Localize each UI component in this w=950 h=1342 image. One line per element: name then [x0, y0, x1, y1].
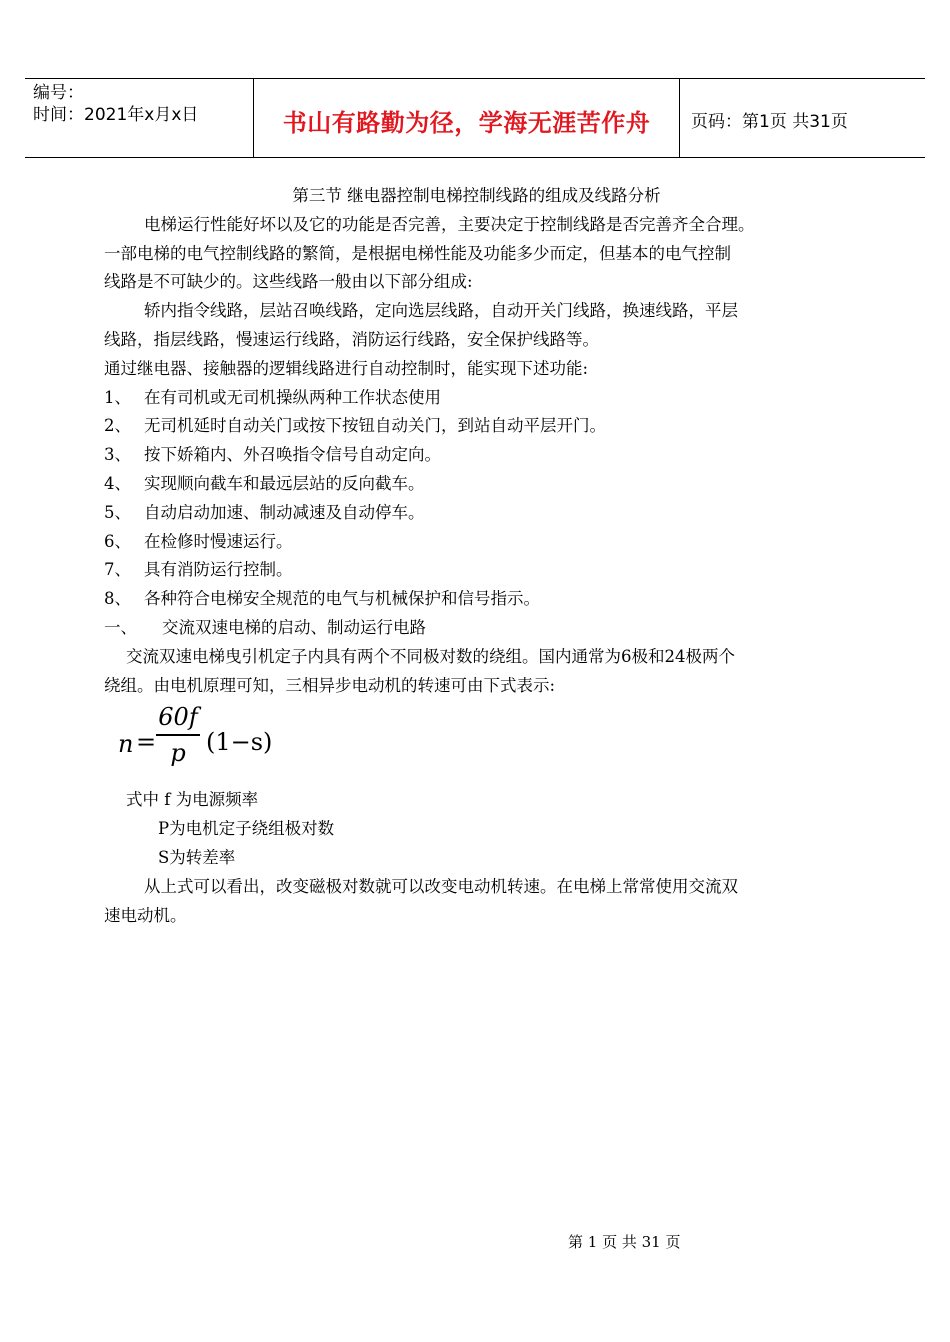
page-info: 页码：第1页 共31页	[691, 112, 848, 132]
definition-line: S为转差率	[158, 847, 236, 867]
function-text: 各种符合电梯安全规范的电气与机械保护和信号指示。	[144, 589, 540, 609]
function-item	[104, 556, 849, 585]
motor-line: 绕组。由电机原理可知，三相异步电动机的转速可由下式表示:	[104, 675, 556, 695]
motor-line: 交流双速电梯曳引机定子内具有两个不同极对数的绕组。国内通常为6极和24极两个	[126, 646, 735, 666]
document-time-label: 时间：2021年x月x日	[33, 105, 199, 125]
formula-denominator: p	[170, 738, 186, 767]
header-center-cell	[253, 79, 680, 157]
function-text: 在有司机或无司机操纵两种工作状态使用	[144, 387, 441, 407]
formula-equals: =	[136, 728, 157, 757]
parts-line: 轿内指令线路，层站召唤线路，定向选层线路，自动开关门线路，换速线路，平层	[144, 301, 738, 321]
document-body	[104, 182, 849, 930]
header-left-cell	[25, 79, 253, 157]
conclusion-line: 从上式可以看出，改变磁极对数就可以改变电动机转速。在电梯上常常使用交流双	[144, 876, 738, 896]
function-item	[104, 441, 849, 470]
function-text: 无司机延时自动关门或按下按钮自动关门，到站自动平层开门。	[144, 416, 606, 436]
function-number: 7、	[104, 560, 131, 580]
function-number: 2、	[104, 416, 131, 436]
function-text: 按下娇箱内、外召唤指令信号自动定向。	[144, 445, 441, 465]
speed-formula	[118, 702, 849, 776]
function-text: 具有消防运行控制。	[144, 560, 293, 580]
conclusion-line: 速电动机。	[104, 905, 187, 925]
section-title: 第三节 继电器控制电梯控制线路的组成及线路分析	[292, 186, 661, 205]
page-footer: 第 1 页 共 31 页	[568, 1233, 681, 1251]
formula-lhs: n	[118, 730, 134, 759]
function-item	[104, 499, 849, 528]
function-number: 8、	[104, 589, 131, 609]
intro-line: 一部电梯的电气控制线路的繁简，是根据电梯性能及功能多少而定，但基本的电气控制	[104, 243, 731, 263]
function-item	[104, 412, 849, 441]
function-number: 1、	[104, 387, 131, 407]
formula-numerator: 60f	[158, 703, 198, 732]
definition-line: 式中 f 为电源频率	[126, 790, 259, 810]
subsection-number: 一、	[104, 617, 137, 637]
document-number-label: 编号：	[33, 83, 84, 103]
function-number: 5、	[104, 502, 131, 522]
function-item	[104, 384, 849, 413]
definition-line: P为电机定子绕组极对数	[158, 819, 335, 839]
subsection-heading	[104, 614, 849, 643]
function-item	[104, 528, 849, 557]
fraction-bar	[156, 734, 200, 736]
function-text: 自动启动加速、制动减速及自动停车。	[144, 502, 425, 522]
function-number: 6、	[104, 531, 131, 551]
function-number: 3、	[104, 445, 131, 465]
function-text: 实现顺向截车和最远层站的反向截车。	[144, 473, 425, 493]
formula-fraction	[156, 702, 200, 768]
motto-text: 书山有路勤为径，学海无涯苦作舟	[282, 109, 651, 137]
subsection-title: 交流双速电梯的启动、制动运行电路	[162, 617, 426, 637]
parts-line: 线路，指层线路，慢速运行线路，消防运行线路，安全保护线路等。	[104, 329, 599, 349]
functions-intro: 通过继电器、接触器的逻辑线路进行自动控制时，能实现下述功能:	[104, 358, 589, 378]
formula-rest: (1−s)	[206, 728, 273, 757]
function-item	[104, 585, 849, 614]
page-header	[25, 78, 925, 158]
function-text: 在检修时慢速运行。	[144, 531, 293, 551]
header-right-cell	[679, 79, 925, 157]
intro-line: 电梯运行性能好坏以及它的功能是否完善，主要决定于控制线路是否完善齐全合理。	[144, 214, 755, 234]
function-item	[104, 470, 849, 499]
intro-line: 线路是不可缺少的。这些线路一般由以下部分组成:	[104, 272, 473, 292]
function-number: 4、	[104, 473, 131, 493]
